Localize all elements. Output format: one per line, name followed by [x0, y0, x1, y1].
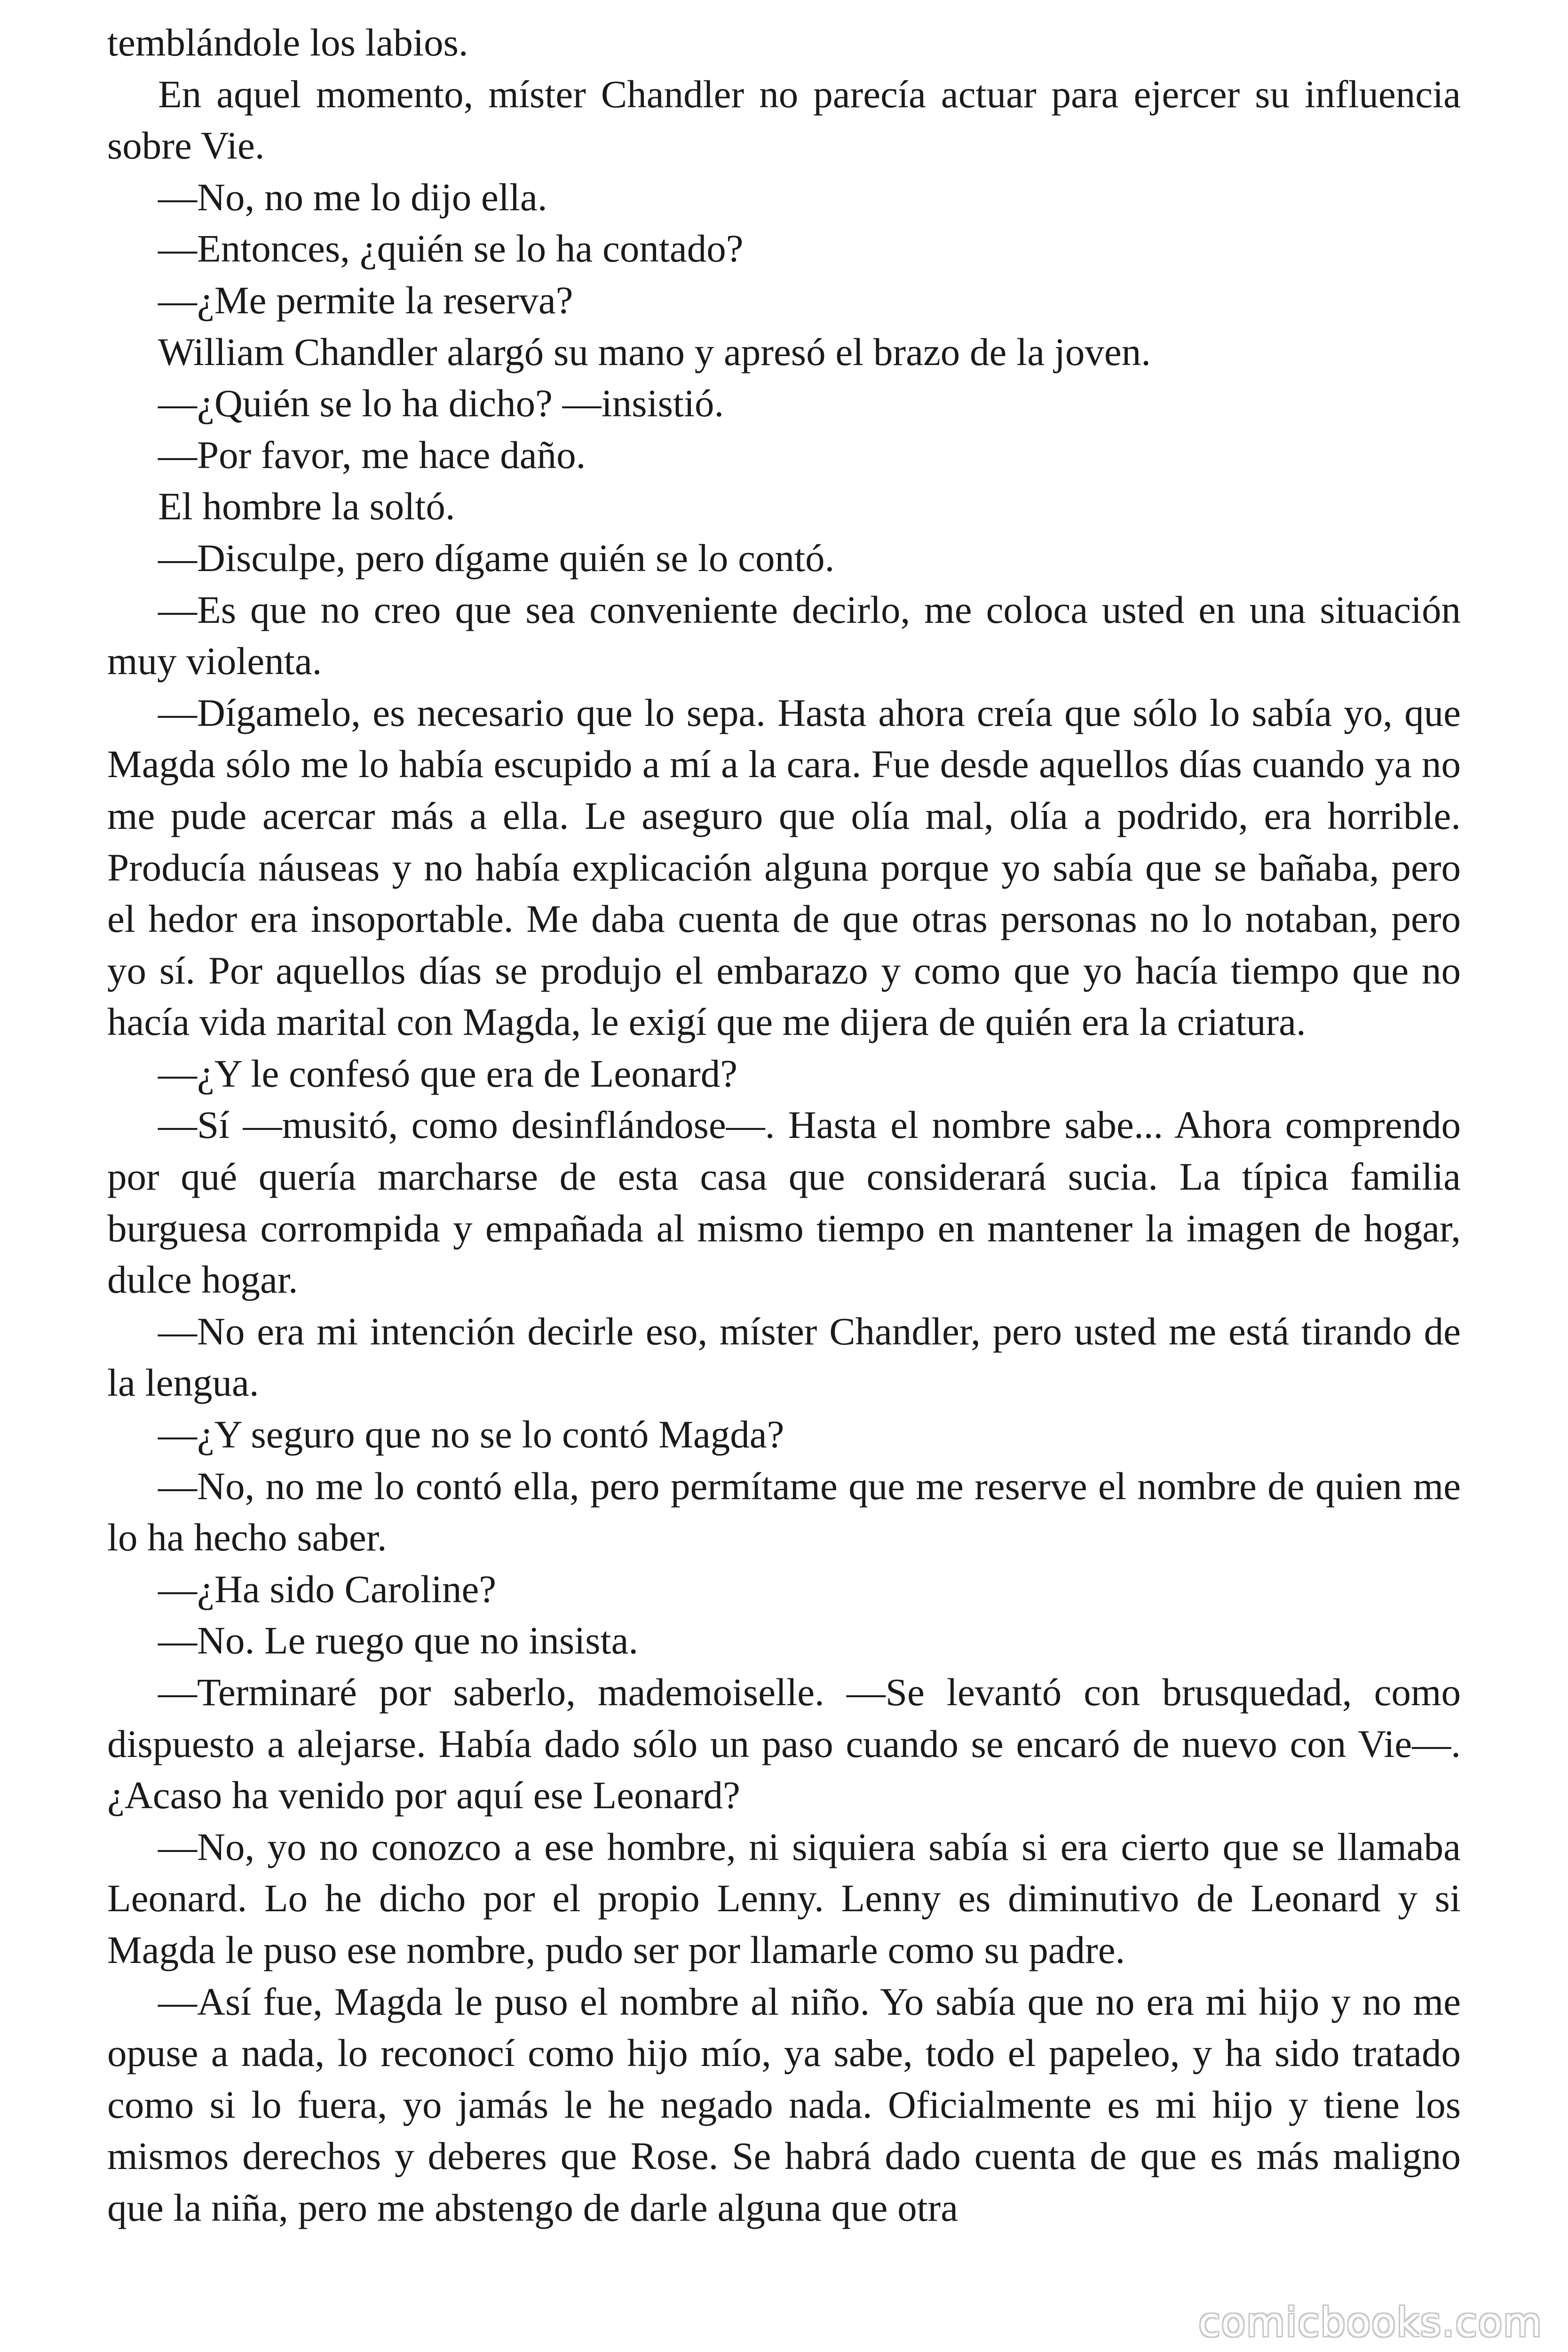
dialogue-line: —¿Quién se lo ha dicho? —insistió.: [158, 381, 724, 425]
dialogue-line: —Sí —musitó, como desinflándose—. Hasta el nombre sabe... Ahora comprendo por qué quería marcharse de esta casa que considerará sucia. La típica familia burguesa corrompida y empañada al mismo tiempo en mantener la imagen de hogar, dulce hogar.: [107, 1103, 1461, 1302]
paragraph: En aquel momento, míster Chandler no parecía actuar para ejercer su influencia sobre Vie.: [107, 72, 1461, 167]
dialogue-line: —Dígamelo, es necesario que lo sepa. Hasta ahora creía que sólo lo sabía yo, que Magda sólo me lo había escupido a mí a la cara. Fue desde aquellos días cuando ya no me pude acercar más a ella. Le aseguro que olía mal, olía a podrido, era horrible. Producía náuseas y no había explicación alguna porque yo sabía que se bañaba, pero el hedor era insoportable. Me daba cuenta de que otras personas no lo notaban, pero yo sí. Por aquellos días se produjo el embarazo y como que yo hacía tiempo que no hacía vida marital con Magda, le exigí que me dijera de quién era la criatura.: [107, 691, 1461, 1044]
dialogue-line: —No, no me lo dijo ella.: [158, 175, 547, 219]
paragraph-continuation: temblándole los labios.: [107, 21, 468, 64]
book-page-text: [107, 17, 1461, 2234]
dialogue-line: —¿Y le confesó que era de Leonard?: [158, 1051, 738, 1095]
dialogue-line: —No era mi intención decirle eso, míster Chandler, pero usted me está tirando de la lengua.: [107, 1309, 1461, 1405]
dialogue-line: —Disculpe, pero dígame quién se lo contó.: [158, 536, 835, 580]
paragraph: El hombre la soltó.: [158, 485, 455, 528]
paragraph: William Chandler alargó su mano y apresó el brazo de la joven.: [158, 330, 1151, 373]
dialogue-line: —Es que no creo que sea conveniente decirlo, me coloca usted en una situación muy violenta.: [107, 588, 1461, 683]
dialogue-line: —No. Le ruego que no insista.: [158, 1619, 639, 1662]
dialogue-line: —¿Ha sido Caroline?: [158, 1567, 497, 1611]
dialogue-line: —No, no me lo contó ella, pero permítame que me reserve el nombre de quien me lo ha hecho saber.: [107, 1464, 1461, 1559]
watermark: comicbooks.com: [1198, 2299, 1543, 2345]
dialogue-line: —Así fue, Magda le puso el nombre al niño. Yo sabía que no era mi hijo y no me opuse a nada, lo reconocí como hijo mío, ya sabe, todo el papeleo, y ha sido tratado como si lo fuera, yo jamás le he negado nada. Oficialmente es mi hijo y tiene los mismos derechos y deberes que Rose. Se habrá dado cuenta de que es más maligno que la niña, pero me abstengo de darle alguna que otra: [107, 1979, 1461, 2229]
dialogue-line: —No, yo no conozco a ese hombre, ni siquiera sabía si era cierto que se llamaba Leonard. Lo he dicho por el propio Lenny. Lenny es diminutivo de Leonard y si Magda le puso ese nombre, pudo ser por llamarle como su padre.: [107, 1825, 1461, 1971]
dialogue-line: —Terminaré por saberlo, mademoiselle. —Se levantó con brusquedad, como dispuesto a alejarse. Había dado sólo un paso cuando se encaró de nuevo con Vie—. ¿Acaso ha venido por aquí ese Leonard?: [107, 1670, 1461, 1817]
dialogue-line: —Por favor, me hace daño.: [158, 433, 586, 477]
dialogue-line: —¿Y seguro que no se lo contó Magda?: [158, 1413, 784, 1456]
dialogue-line: —Entonces, ¿quién se lo ha contado?: [158, 227, 744, 270]
dialogue-line: —¿Me permite la reserva?: [158, 278, 573, 322]
